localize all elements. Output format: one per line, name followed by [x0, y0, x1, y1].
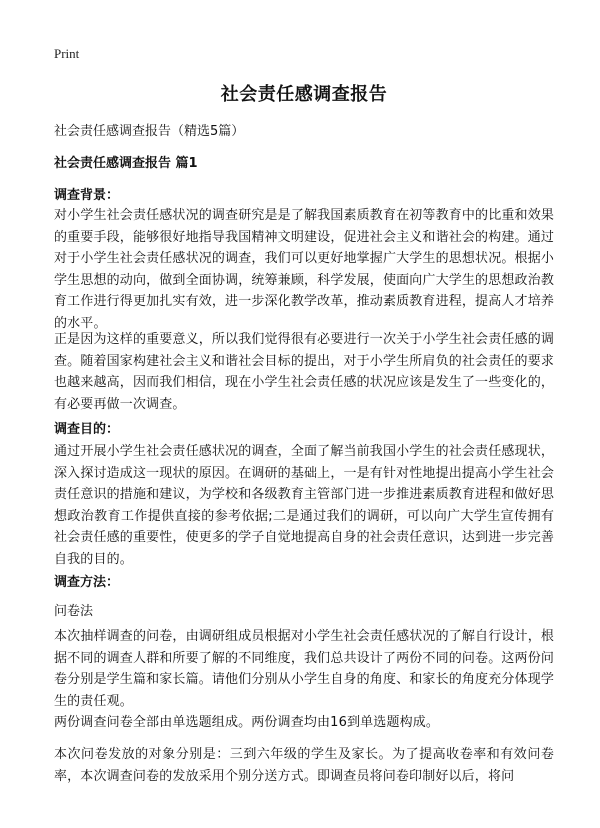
method-paragraph-2: 两份调查问卷全部由单选题组成。两份调查均由16到单选题构成。	[54, 715, 440, 730]
background-paragraph-2: 正是因为这样的重要意义，所以我们觉得很有必要进行一次关于小学生社会责任感的调查。随着国家构建社会主义和谐社会目标的提出，对于小学生所肩负的社会责任的要求也越来越高，因而我们相信，现在小学生社会责任感的状况应该是发生了一些变化的，有必要再做一次调查。	[54, 332, 554, 412]
purpose-paragraph: 通过开展小学生社会责任感状况的调查，全面了解当前我国小学生的社会责任感现状，深入探讨造成这一现状的原因。在调研的基础上，一是有针对性地提出提高小学生社会责任意识的措施和建议，为学校和各级教育主管部门进一步推进素质教育进程和做好思想政治教育工作提供直接的参考依据;二是通过我们的调研，可以向广大学生宣传拥有社会责任感的重要性，使更多的学子自觉地提高自身的社会责任意识，达到进一步完善自我的目的。	[54, 444, 554, 567]
method-heading: 调查方法：	[54, 575, 120, 590]
method-paragraph-3: 本次问卷发放的对象分别是：三到六年级的学生及家长。为了提高收卷率和有效问卷率，本次调查问卷的发放采用个别分送方式。即调查员将问卷印制好以后，将问	[54, 747, 554, 784]
method-label: 问卷法	[54, 604, 94, 619]
print-link[interactable]: Print	[54, 46, 80, 61]
method-paragraph-1: 本次抽样调查的问卷，由调研组成员根据对小学生社会责任感状况的了解自行设计，根据不同的调查人群和所要了解的不同维度，我们总共设计了两份不同的问卷。这两份问卷分别是学生篇和家长篇。请他们分别从小学生自身的角度、和家长的角度充分体现学生的责任观。	[54, 629, 554, 709]
background-paragraph-1: 对小学生社会责任感状况的调查研究是是了解我国素质教育在初等教育中的比重和效果的重要手段，能够很好地指导我国精神文明建设，促进社会主义和谐社会的构建。通过对于小学生社会责任感状况的调查，我们可以更好地掌握广大学生的思想状况。根据小学生思想的动向，做到全面协调，统筹兼顾，科学发展，使面向广大学生的思想政治教育工作进行得更加扎实有效，进一步深化教学改革，推动素质教育进程，提高人才培养的水平。	[54, 208, 554, 331]
page-title: 社会责任感调查报告	[220, 84, 388, 105]
article-heading: 社会责任感调查报告 篇1	[54, 156, 198, 171]
background-heading: 调查背景：	[54, 188, 120, 203]
document-subtitle: 社会责任感调查报告（精选5篇）	[54, 124, 245, 139]
purpose-heading: 调查目的：	[54, 422, 120, 437]
